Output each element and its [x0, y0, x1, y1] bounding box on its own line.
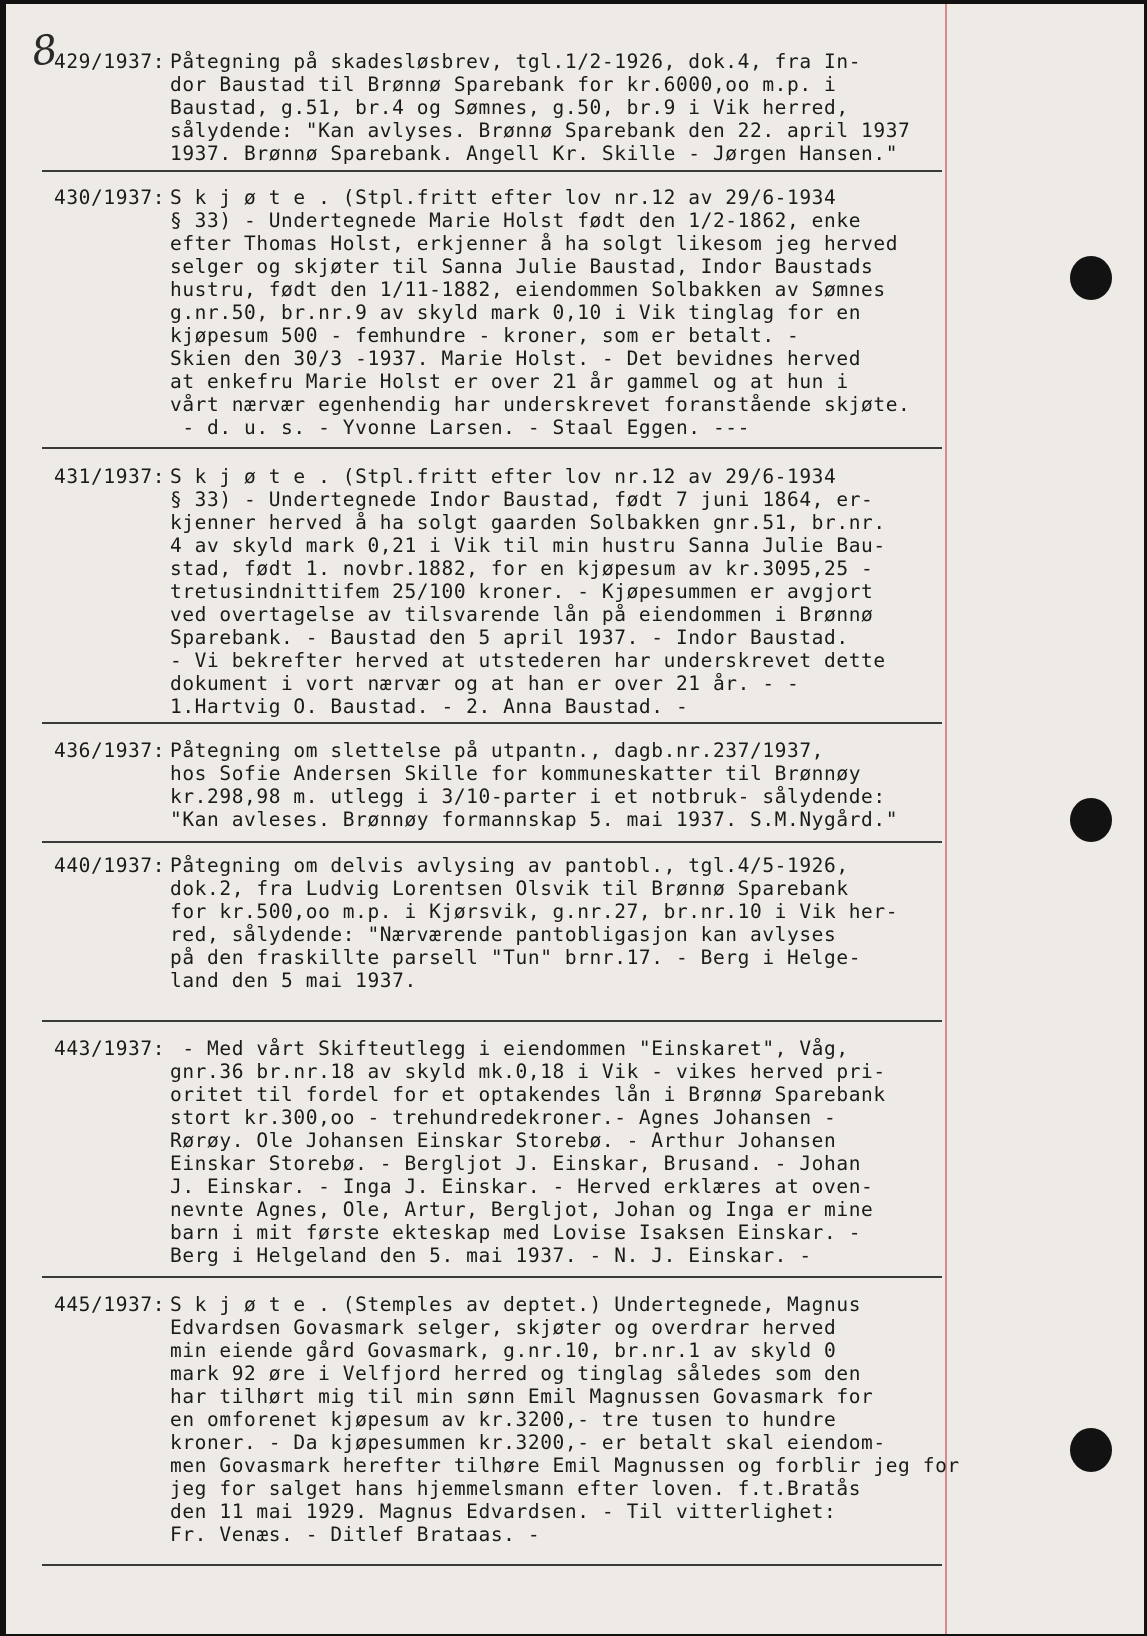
entry-text-line: Påtegning om delvis avlysing av pantobl., tgl.4/5-1926, [170, 854, 849, 877]
entry-text-line: Berg i Helgeland den 5. mai 1937. - N. J. Einskar. - [170, 1244, 812, 1267]
entry-text-line: Baustad, g.51, br.4 og Sømnes, g.50, br.9 i Vik herred, [170, 96, 849, 119]
entry-text-line: efter Thomas Holst, erkjenner å ha solgt likesom jeg herved [170, 232, 899, 255]
entry-text-line: ved overtagelse av tilsvarende lån på eiendommen i Brønnø [170, 603, 874, 626]
entry-text-line: har tilhørt mig til min sønn Emil Magnussen Govasmark for [170, 1385, 874, 1408]
entry-text-line: § 33) - Undertegnede Marie Holst født den 1/2-1862, enke [170, 209, 862, 232]
entry-text-line: Rørøy. Ole Johansen Einskar Storebø. - Arthur Johansen [170, 1129, 837, 1152]
entry-text-line: S k j ø t e . (Stpl.fritt efter lov nr.12 av 29/6-1934 [170, 465, 837, 488]
entry-text-line: hos Sofie Andersen Skille for kommuneskatter til Brønnøy [170, 762, 862, 785]
entry-separator [42, 722, 942, 724]
entry-text-line: 4 av skyld mark 0,21 i Vik til min hustru Sanna Julie Bau- [170, 534, 886, 557]
entry-separator [42, 447, 942, 449]
margin-line [945, 4, 947, 1634]
entry-text-line: gnr.36 br.nr.18 av skyld mk.0,18 i Vik - vikes herved pri- [170, 1060, 886, 1083]
entry-text-line: for kr.500,oo m.p. i Kjørsvik, g.nr.27, br.nr.10 i Vik her- [170, 900, 899, 923]
entry-text-line: red, sålydende: "Nærværende pantobligasjon kan avlyses [170, 923, 837, 946]
entry-text-line: tretusindnittifem 25/100 kroner. - Kjøpesummen er avgjort [170, 580, 874, 603]
register-page [6, 4, 1144, 1634]
entry-text-line: hustru, født den 1/11-1882, eiendommen Solbakken av Sømnes [170, 278, 886, 301]
entry-text-line: § 33) - Undertegnede Indor Baustad, født 7 juni 1864, er- [170, 488, 874, 511]
entry-text-line: den 11 mai 1929. Magnus Edvardsen. - Til vitterlighet: [170, 1500, 837, 1523]
entry-text-line: selger og skjøter til Sanna Julie Baustad, Indor Baustads [170, 255, 874, 278]
entry-separator [42, 1020, 942, 1022]
entry-text-line: men Govasmark herefter tilhøre Emil Magnussen og forblir jeg for [170, 1454, 960, 1477]
entry-text-line: dor Baustad til Brønnø Sparebank for kr.6000,oo m.p. i [170, 73, 837, 96]
entry-text-line: mark 92 øre i Velfjord herred og tinglag således som den [170, 1362, 862, 1385]
entry-separator [42, 841, 942, 843]
entry-text-line: Edvardsen Govasmark selger, skjøter og overdrar herved [170, 1316, 837, 1339]
entry-text-line: Sparebank. - Baustad den 5 april 1937. - Indor Baustad. [170, 626, 849, 649]
entry-text-line: sålydende: "Kan avlyses. Brønnø Sparebank den 22. april 1937 [170, 119, 911, 142]
entry-number: 431/1937: [54, 465, 166, 488]
entry-number: 436/1937: [54, 739, 166, 762]
entry-text-line: - d. u. s. - Yvonne Larsen. - Staal Eggen. --- [170, 416, 750, 439]
entry-text-line: Fr. Venæs. - Ditlef Brataas. - [170, 1523, 541, 1546]
entry-text-line: en omforenet kjøpesum av kr.3200,- tre tusen to hundre [170, 1408, 837, 1431]
entry-text-line: J. Einskar. - Inga J. Einskar. - Herved erklæres at oven- [170, 1175, 874, 1198]
entry-text-line: - Vi bekrefter herved at utstederen har underskrevet dette [170, 649, 886, 672]
punch-hole [1070, 256, 1112, 300]
entry-text-line: kjenner herved å ha solgt gaarden Solbakken gnr.51, br.nr. [170, 511, 886, 534]
entry-text-line: g.nr.50, br.nr.9 av skyld mark 0,10 i Vik tinglag for en [170, 301, 862, 324]
entry-text-line: 1.Hartvig O. Baustad. - 2. Anna Baustad. - [170, 695, 689, 718]
entry-text-line: land den 5 mai 1937. [170, 969, 417, 992]
entry-text-line: nevnte Agnes, Ole, Artur, Bergljot, Johan og Inga er mine [170, 1198, 874, 1221]
entry-text-line: min eiende gård Govasmark, g.nr.10, br.nr.1 av skyld 0 [170, 1339, 837, 1362]
entry-text-line: stad, født 1. novbr.1882, for en kjøpesum av kr.3095,25 - [170, 557, 874, 580]
entry-text-line: Skien den 30/3 -1937. Marie Holst. - Det bevidnes herved [170, 347, 862, 370]
entry-text-line: dok.2, fra Ludvig Lorentsen Olsvik til Brønnø Sparebank [170, 877, 849, 900]
entry-text-line: jeg for salget hans hjemmelsmann efter loven. f.t.Bratås [170, 1477, 862, 1500]
entry-number: 430/1937: [54, 186, 166, 209]
punch-hole [1070, 1428, 1112, 1472]
entry-text-line: kjøpesum 500 - femhundre - kroner, som er betalt. - [170, 324, 800, 347]
entry-text-line: S k j ø t e . (Stpl.fritt efter lov nr.12 av 29/6-1934 [170, 186, 837, 209]
entry-text-line: "Kan avleses. Brønnøy formannskap 5. mai 1937. S.M.Nygård." [170, 808, 899, 831]
entry-separator [42, 1564, 942, 1566]
entry-text-line: at enkefru Marie Holst er over 21 år gammel og at hun i [170, 370, 849, 393]
entry-number: 445/1937: [54, 1293, 166, 1316]
entry-text-line: 1937. Brønnø Sparebank. Angell Kr. Skille - Jørgen Hansen." [170, 142, 899, 165]
folio-number: 8 [28, 26, 61, 76]
entry-text-line: - Med vårt Skifteutlegg i eiendommen "Einskaret", Våg, [170, 1037, 849, 1060]
entry-text-line: S k j ø t e . (Stemples av deptet.) Undertegnede, Magnus [170, 1293, 862, 1316]
entry-text-line: stort kr.300,oo - trehundredekroner.- Agnes Johansen - [170, 1106, 837, 1129]
entry-text-line: Påtegning på skadesløsbrev, tgl.1/2-1926, dok.4, fra In- [170, 50, 862, 73]
entry-separator [42, 1276, 942, 1278]
entry-text-line: vårt nærvær egenhendig har underskrevet foranstående skjøte. [170, 393, 911, 416]
entry-number: 443/1937: [54, 1037, 166, 1060]
entry-text-line: Einskar Storebø. - Bergljot J. Einskar, Brusand. - Johan [170, 1152, 862, 1175]
entry-text-line: kroner. - Da kjøpesummen kr.3200,- er betalt skal eiendom- [170, 1431, 886, 1454]
entry-text-line: Påtegning om slettelse på utpantn., dagb.nr.237/1937, [170, 739, 825, 762]
entry-text-line: dokument i vort nærvær og at han er over 21 år. - - [170, 672, 800, 695]
entry-text-line: barn i mit første ekteskap med Lovise Isaksen Einskar. - [170, 1221, 862, 1244]
entry-text-line: på den fraskillte parsell "Tun" brnr.17. - Berg i Helge- [170, 946, 862, 969]
entry-separator [42, 170, 942, 172]
entry-text-line: kr.298,98 m. utlegg i 3/10-parter i et notbruk- sålydende: [170, 785, 886, 808]
entry-number: 429/1937: [54, 50, 166, 73]
punch-hole [1070, 798, 1112, 842]
entry-text-line: oritet til fordel for et optakendes lån i Brønnø Sparebank [170, 1083, 886, 1106]
entry-number: 440/1937: [54, 854, 166, 877]
